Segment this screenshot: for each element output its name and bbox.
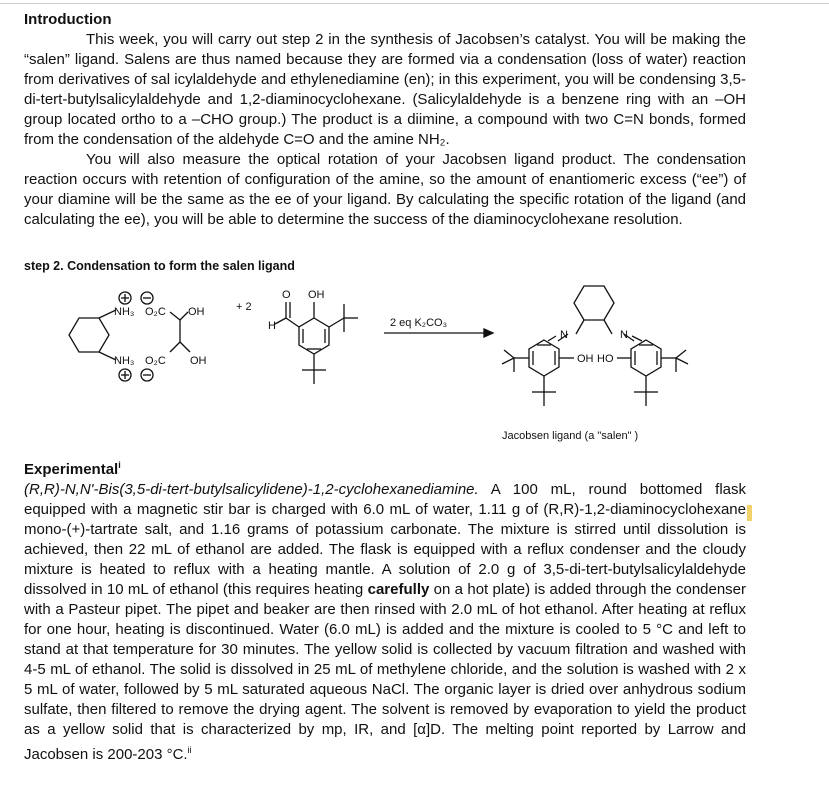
cyclohexane-ring-reactant [69,318,109,352]
reaction-scheme-drawing [24,278,746,448]
experimental-heading-text: Experimental [24,461,119,478]
product-caption: Jacobsen ligand (a "salen" ) [502,430,639,442]
atom-n-right: N [620,329,628,341]
reaction-scheme [24,278,746,448]
atom-o2c-top: O₂C [145,306,166,318]
text-cursor-highlight [747,505,752,521]
experimental-text-a: A 100 mL, round bottomed flask equipped with a magnetic stir bar is charged with 6.0 mL of water, 1.11 g of (R,R)-1,2-diaminocyclohexane mono-(+)-tartrate salt, and 1.16 grams of potassium carbonate. The mixture is stirred until dissolution is achieved, then 22 mL of ethanol are added. The flask is equipped with a reflux condenser and the cloudy mixture is heated to reflux with a heating mantle. A solution of 2.0 g of 3,5-di-tert-butylsalicylaldehyde dissolved in 10 mL of ethanol (this requires heating [24,481,747,598]
emphasis-carefully: carefully [367,581,430,598]
experimental-text-b: on a hot plate) is added through the condenser with a Pasteur pipet. The pipet and beaker are then rinsed with 2.0 mL of hot ethanol. After heating at reflux for one hour, heating is discontinued. Water (6.0 mL) is added and the mixture is cooled to 5 °C and left to stand at that temperature for 30 minutes. The yellow solid is collected by vacuum filtration and washed with 4-5 mL of ethanol. The solid is dissolved in 25 mL of methylene chloride, and the solution is washed with 2 x 5 mL of water, followed by 5 mL saturated aqueous NaCl. The organic layer is dried over anhydrous sodium sulfate, then filtered to remove the drying agent. The solvent is removed by evaporation to yield the product as a yellow solid that is characterized by mp, IR, and [α]D. The melting point reported by Larrow and Jacobsen is 200-203 °C. [24,581,747,763]
cyclohexane-ring-product [574,286,614,320]
top-rule [0,3,829,4]
footnote-i: i [118,460,121,470]
atom-nh3-bottom: NH₃ [114,355,135,367]
atom-oh-top: OH [188,306,205,318]
stoich-coefficient: + 2 [236,301,252,313]
atom-oh-product: OH [577,353,594,365]
atom-o-aldehyde: O [282,289,291,301]
introduction-heading: Introduction [24,11,112,28]
compound-name: (R,R)-N,N'-Bis(3,5-di-tert-butylsalicylidene)-1,2-cyclohexanediamine. [24,481,479,498]
document-page [24,10,746,765]
atom-o2c-bottom: O₂C [145,355,166,367]
atom-oh-aldehyde: OH [308,289,325,301]
intro-paragraph-2: You will also measure the optical rotation of your Jacobsen ligand product. The condensation reaction occurs with retention of configuration of the amine, so the amount of enantiomeric excess (“ee”) of your diamine will be the same as the ee of your ligand. By calculating the specific rotation of the ligand (and calculating the ee), you will be able to determine the success of the diaminocyclohexane resolution. [24,151,746,228]
experimental-heading [24,455,746,480]
experimental-paragraph [24,480,746,765]
atom-n-left: N [560,329,568,341]
atom-ho-product: HO [597,353,614,365]
atom-nh3-top: NH₃ [114,306,135,318]
reagent-label: 2 eq K₂CO₃ [390,317,448,329]
atom-oh-bottom: OH [190,355,207,367]
footnote-ii: ii [187,745,192,755]
intro-paragraph-1: This week, you will carry out step 2 in the synthesis of Jacobsen’s catalyst. You will be making the “salen” ligand. Salens are thus named because they are formed via a condensation (loss of water) reaction from derivatives of sal icylaldehyde and ethylenediamine (en); in this experiment, you will be condensing 3,5-di-tert-butylsalicylaldehyde and 1,2-diaminocyclohexane. (Salicylaldehyde is a benzene ring with an –OH group located ortho to a –CHO group.) The product is a diimine, a compound with two C=N bonds, formed from the condensation of the aldehyde C=O and the amine NH₂. [24,31,746,148]
atom-h-aldehyde: H [268,320,276,332]
step-label: step 2. Condensation to form the salen ligand [24,259,295,273]
